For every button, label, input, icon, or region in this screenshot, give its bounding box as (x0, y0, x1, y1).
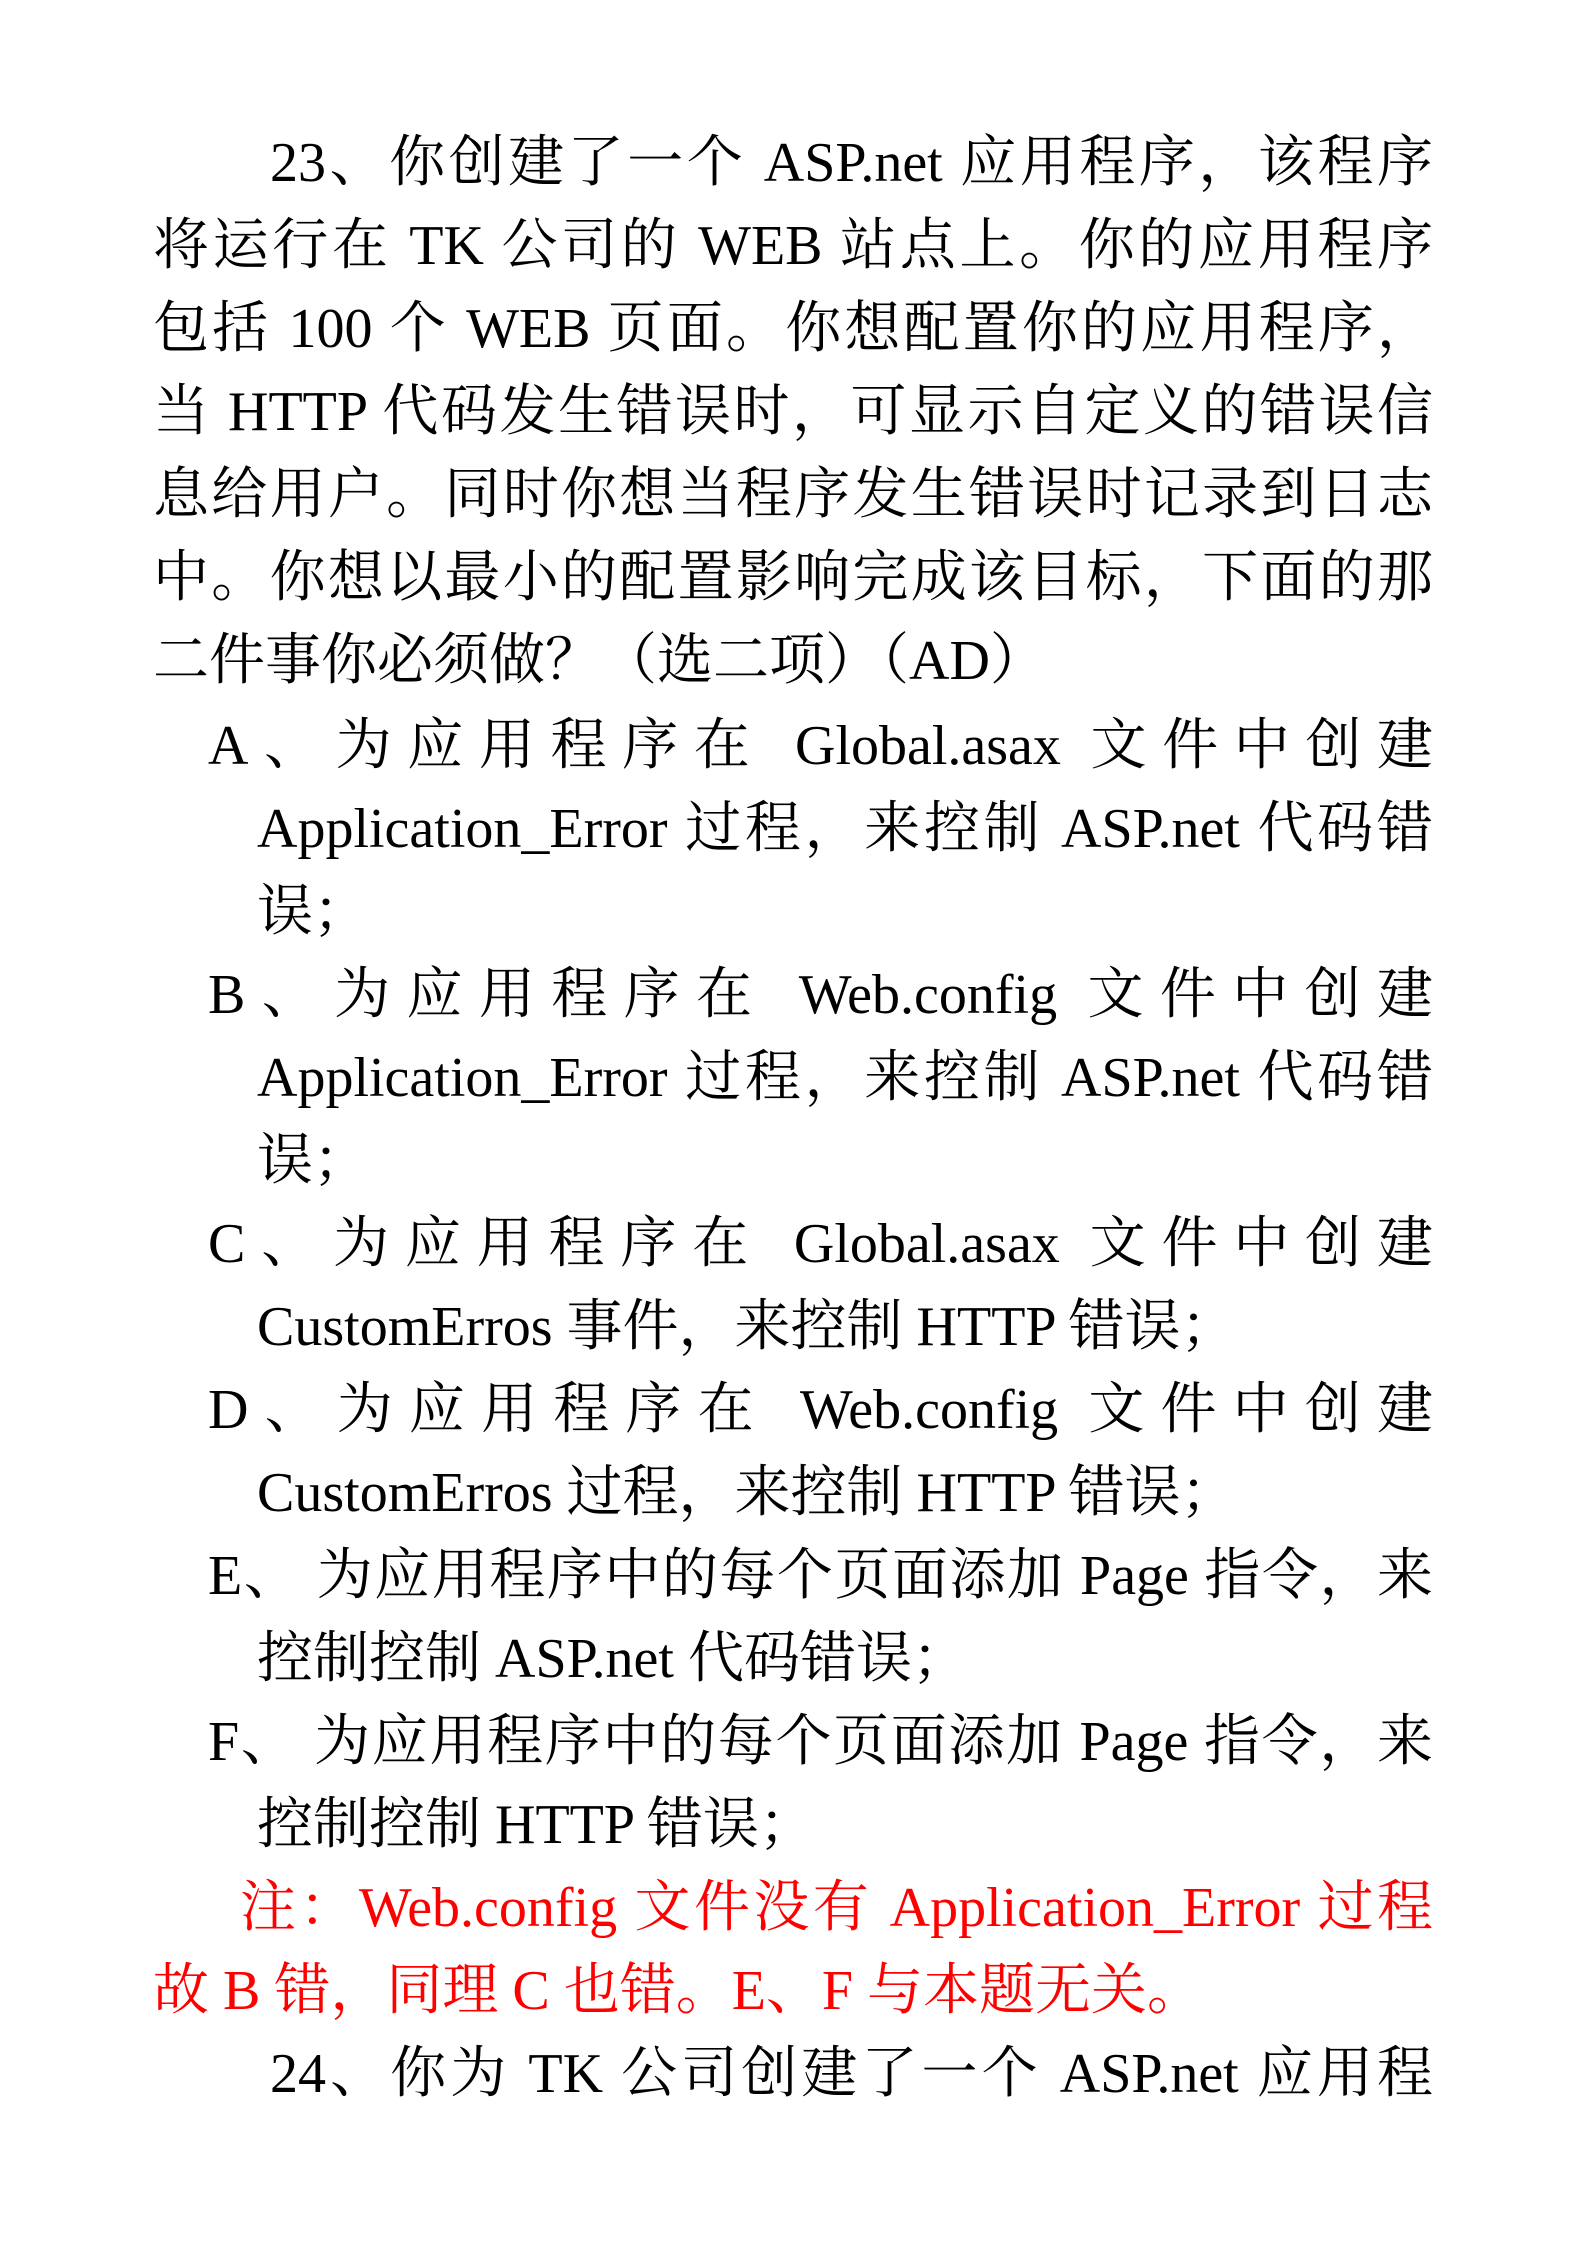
question-23-stem-line-6: 中。你想以最小的配置影响完成该目标，下面的那 (153, 547, 1433, 609)
option-b-line-1: B、为应用程序在 Web.config 文件中创建 (208, 964, 1433, 1026)
question-24-stem-line-1: 24、你为 TK 公司创建了一个 ASP.net 应用程 (270, 2043, 1433, 2105)
question-23-stem-line-5: 息给用户。同时你想当程序发生错误时记录到日志 (153, 464, 1433, 526)
option-a-line-3: 误； (257, 881, 369, 943)
answer-note-line-2: 故 B 错，同理 C 也错。E、F 与本题无关。 (153, 1960, 1204, 2022)
option-b-line-3: 误； (257, 1130, 369, 1192)
option-c-line-2: CustomErros 事件，来控制 HTTP 错误； (257, 1296, 1237, 1358)
option-a-line-1: A、为应用程序在 Global.asax 文件中创建 (208, 715, 1433, 777)
option-c-line-1: C、为应用程序在 Global.asax 文件中创建 (208, 1213, 1433, 1275)
question-23-stem-line-1: 23、你创建了一个 ASP.net 应用程序，该程序 (270, 132, 1433, 194)
option-e-line-2: 控制控制 ASP.net 代码错误； (257, 1628, 968, 1690)
question-23-stem-line-2: 将运行在 TK 公司的 WEB 站点上。你的应用程序 (153, 215, 1433, 277)
option-e-line-1: E、 为应用程序中的每个页面添加 Page 指令，来 (208, 1545, 1433, 1607)
option-d-line-2: CustomErros 过程，来控制 HTTP 错误； (257, 1462, 1237, 1524)
answer-note-line-1: 注：Web.config 文件没有 Application_Error 过程 (240, 1877, 1433, 1939)
option-f-line-1: F、 为应用程序中的每个页面添加 Page 指令，来 (208, 1711, 1433, 1773)
question-23-stem-line-7: 二件事你必须做？（选二项）（AD） (153, 630, 1046, 692)
option-f-line-2: 控制控制 HTTP 错误； (257, 1794, 815, 1856)
option-b-line-2: Application_Error 过程，来控制 ASP.net 代码错 (257, 1047, 1433, 1109)
question-23-stem-line-4: 当 HTTP 代码发生错误时，可显示自定义的错误信 (153, 381, 1433, 443)
option-d-line-1: D、为应用程序在 Web.config 文件中创建 (208, 1379, 1433, 1441)
question-23-stem-line-3: 包括 100 个 WEB 页面。你想配置你的应用程序， (153, 298, 1433, 360)
option-a-line-2: Application_Error 过程，来控制 ASP.net 代码错 (257, 798, 1433, 860)
